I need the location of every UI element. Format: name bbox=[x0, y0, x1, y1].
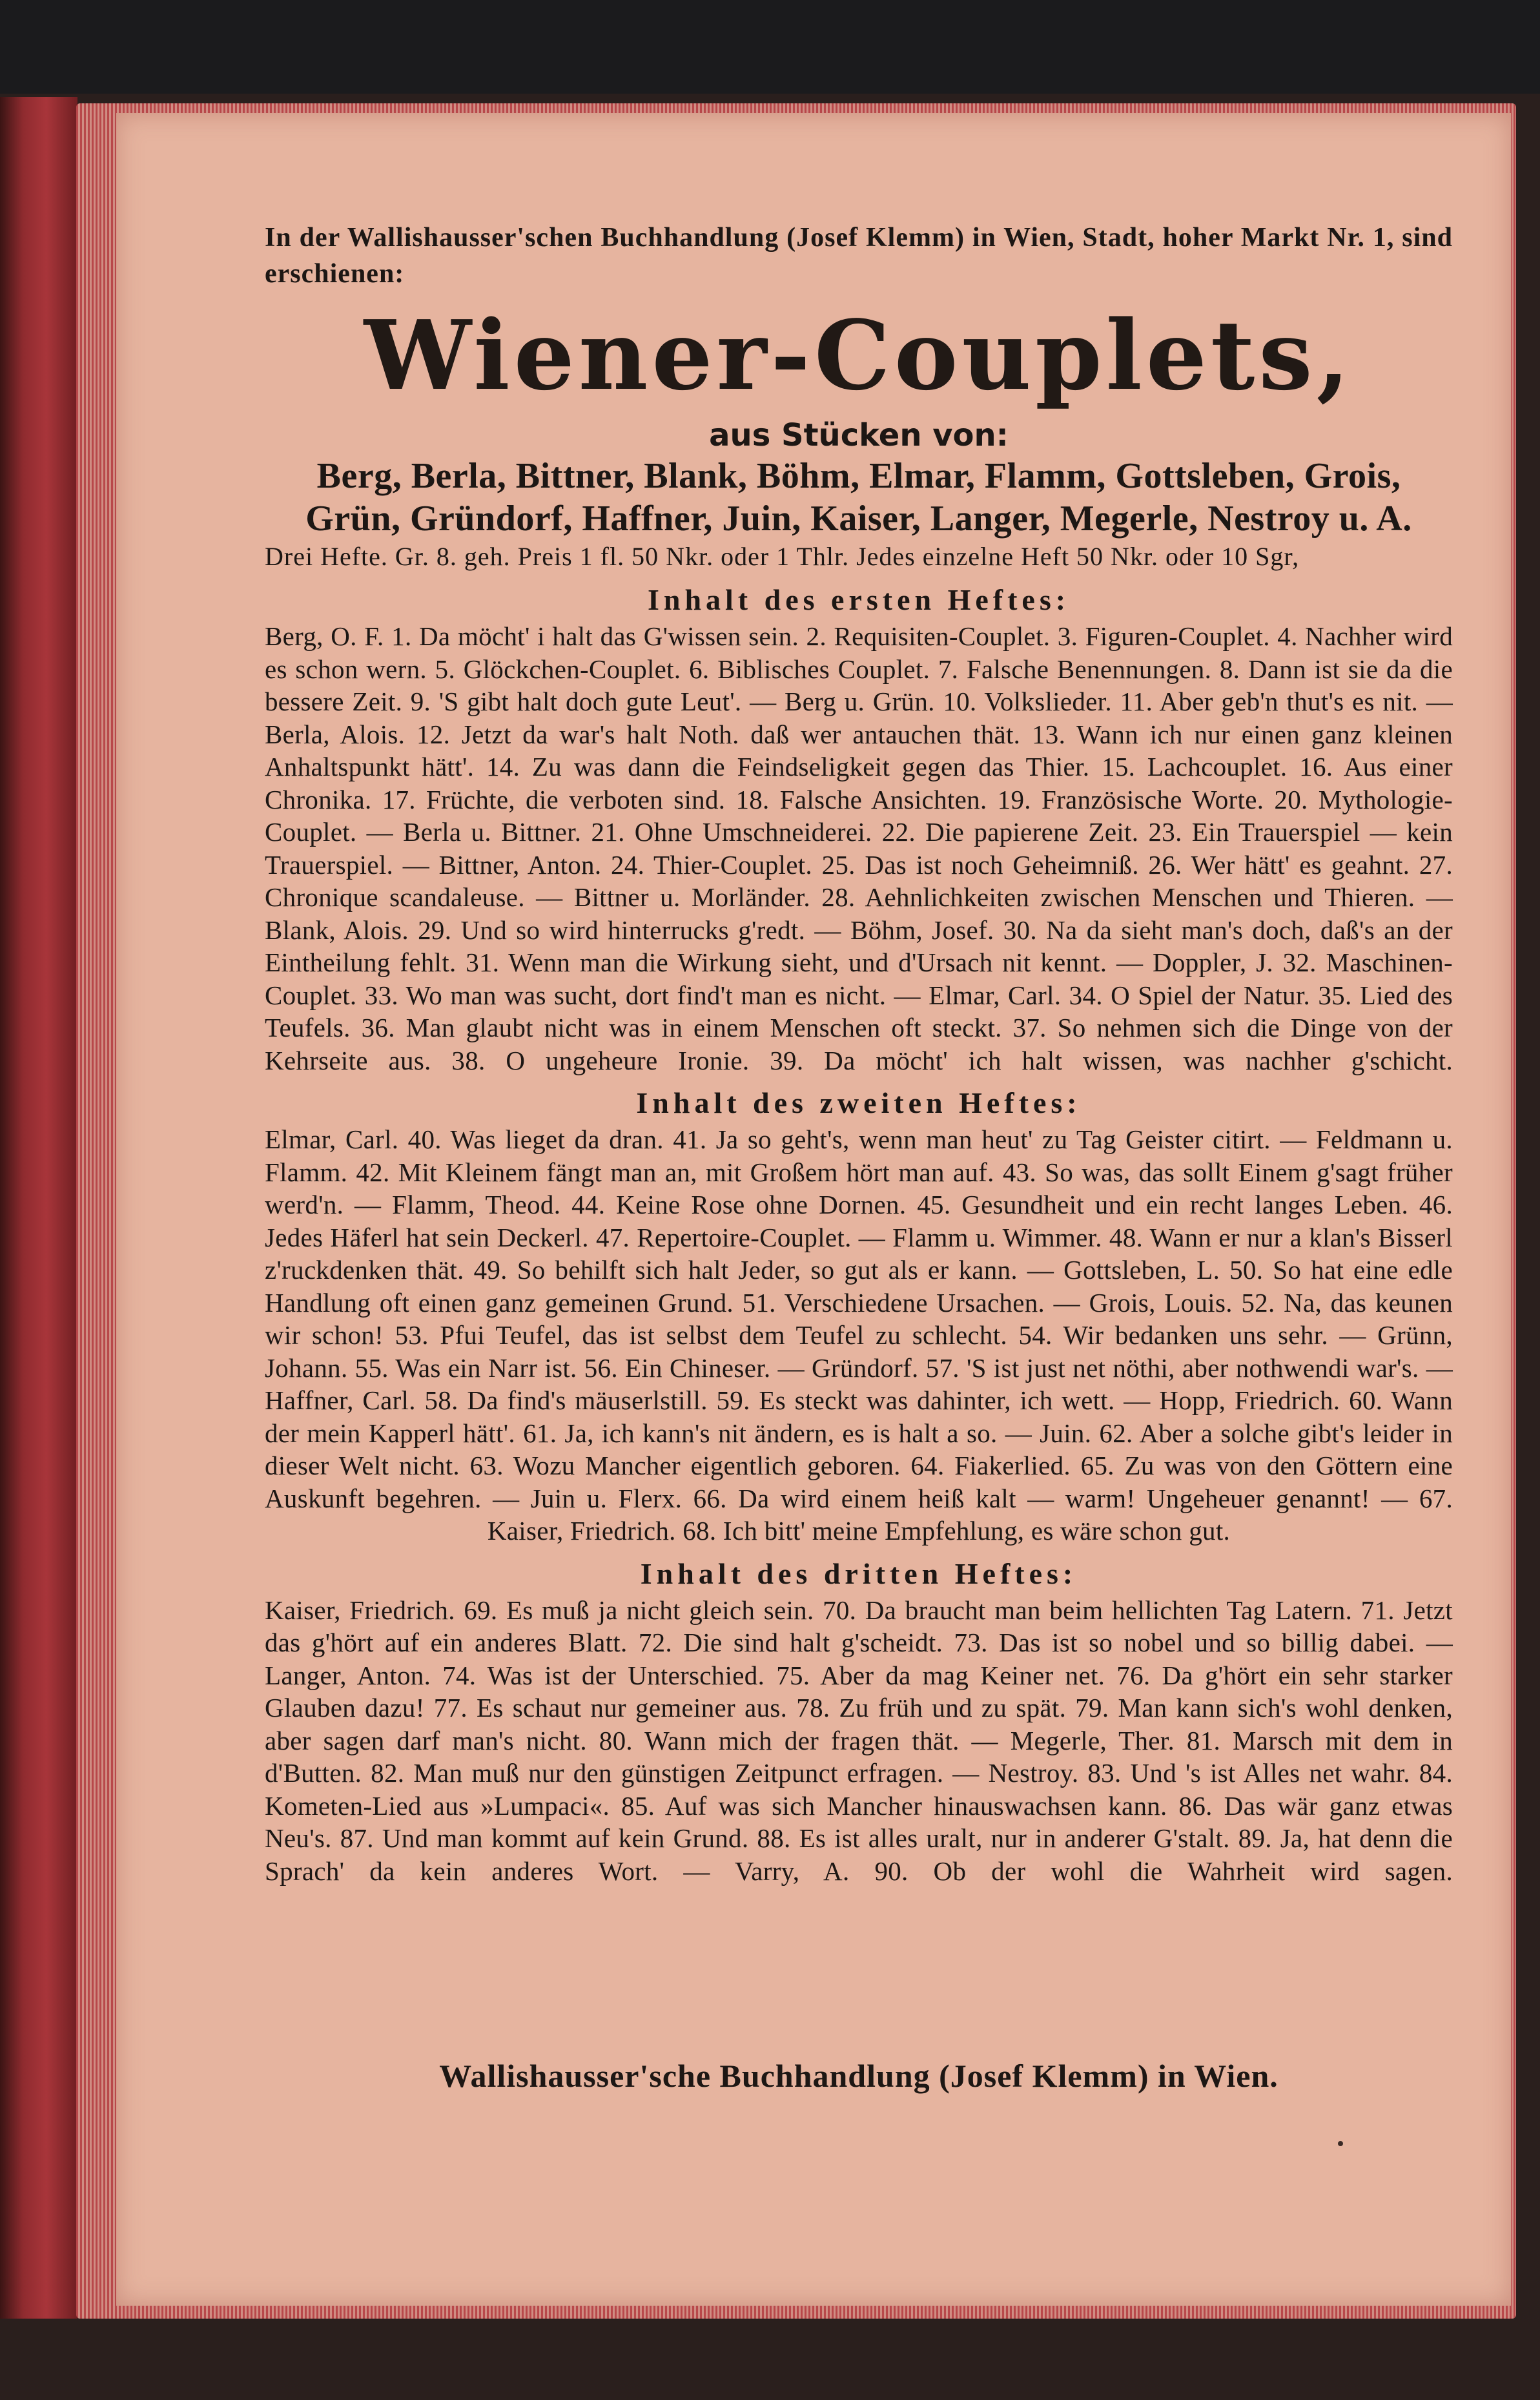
author-list: Berg, Berla, Bittner, Blank, Böhm, Elmar, Flamm, Gottsleben, Grois, Grün, Gründorf, Haffner, Juin, Kaiser, Langer, Megerle, Nestroy u. A. bbox=[305, 456, 1412, 539]
section-contents: Berg, O. F. 1. Da möcht' i halt das G'wissen sein. 2. Requisiten-Couplet. 3. Figuren-Couplet. 4. Nachher wird es schon wern. 5. Glöckchen-Couplet. 6. Biblisches Couplet. 7. Falsche Benennungen. 8. Dann ist sie da die bessere Zeit. 9. 'S gibt halt doch gute Leut'. — Berg u. Grün. 10. Volkslieder. 11. Aber geb'n thut's es nit. — Berla, Alois. 12. Jetzt da war's halt Noth. daß wer antauchen thät. 13. Wann ich nur einen ganz kleinen Anhaltspunkt hätt'. 14. Zu was dann die Feindseligkeit gegen das Thier. 15. Lachcouplet. 16. Aus einer Chronika. 17. Früchte, die verboten sind. 18. Falsche Ansichten. 19. Französische Worte. 20. Mythologie-Couplet. — Berla u. Bittner. 21. Ohne Umschneiderei. 22. Die papierene Zeit. 23. Ein Trauerspiel — kein Trauerspiel. — Bittner, Anton. 24. Thier-Couplet. 25. Das ist noch Geheimniß. 26. Wer hätt' es geahnt. 27. Chronique scandaleuse. — Bittner u. Morländer. 28. Aehnlichkeiten zwischen Menschen und Thieren. — Blank, Alois. 29. Und so wird hinterrucks g'redt. — Böhm, Josef. 30. Na da sieht man's doch, daß's an der Eintheilung fehlt. 31. Wenn man die Wirkung sieht, und d'Ursach nit kennt. — Doppler, J. 32. Maschinen-Couplet. 33. Wo man was sucht, dort find't man es nicht. — Elmar, Carl. 34. O Spiel der Natur. 35. Lied des Teufels. 36. Man glaubt nicht was in einem Menschen oft steckt. 37. So nehmen sich die Dinge von der Kehrseite aus. 38. O ungeheure Ironie. 39. Da möcht' ich halt wissen, was nachher g'schicht. bbox=[265, 621, 1453, 1075]
section-heading: Inhalt des zweiten Heftes: bbox=[636, 1086, 1082, 1119]
ink-speck bbox=[1338, 2141, 1343, 2146]
section-contents: Elmar, Carl. 40. Was lieget da dran. 41. Ja so geht's, wenn man heut' zu Tag Geister citirt. — Feldmann u. Flamm. 42. Mit Kleinem fängt man an, mit Großem hört man auf. 43. So was, das sollt Einem g'sagt früher werd'n. — Flamm, Theod. 44. Keine Rose ohne Dornen. 45. Gesundheit und ein recht langes Leben. 46. Jedes Häferl hat sein Deckerl. 47. Repertoire-Couplet. — Flamm u. Wimmer. 48. Wann er nur a klan's Bisserl z'ruckdenken thät. 49. So behilft sich halt Jeder, so gut als er kann. — Gottsleben, L. 50. So hat eine edle Handlung oft einen ganz gemeinen Grund. 51. Verschiedene Ursachen. — Grois, Louis. 52. Na, das keunen wir schon! 53. Pfui Teufel, das ist selbst dem Teufel zu schlecht. 54. Wir bedanken uns sehr. — Grünn, Johann. 55. Was ein Narr ist. 56. Ein Chineser. — Gründorf. 57. 'S ist just net nöthi, aber nothwendi war's. — Haffner, Carl. 58. Da find's mäuserlstill. 59. Es steckt was dahinter, ich wett. — Hopp, Friedrich. 60. Wann der mein Kapperl hätt'. 61. Ja, ich kann's nit ändern, es is halt a so. — Juin. 62. Aber a solche gibt's leider in dieser Welt nicht. 63. Wozu Mancher eigentlich geboren. 64. Fiakerlied. 65. Zu was von den Göttern eine Auskunft begehren. — Juin u. Flerx. 66. Da wird einem heiß kalt — warm! Ungeheuer genannt! — 67. Kaiser, Friedrich. 68. Ich bitt' meine Empfehlung, es wäre schon gut. bbox=[265, 1124, 1453, 1546]
section-heading: Inhalt des dritten Heftes: bbox=[640, 1557, 1078, 1590]
section-heading: Inhalt des ersten Heftes: bbox=[647, 583, 1071, 616]
section-contents: Kaiser, Friedrich. 69. Es muß ja nicht gleich sein. 70. Da braucht man beim hellichten Tag Latern. 71. Jetzt das g'hört auf ein anderes Blatt. 72. Die sind halt g'scheidt. 73. Das ist so nobel und so billig dabei. — Langer, Anton. 74. Was ist der Unterschied. 75. Aber da mag Keiner net. 76. Da g'hört ein sehr starker Glauben dazu! 77. Es schaut nur gemeiner aus. 78. Zu früh und zu spät. 79. Man kann sich's wohl denken, aber sagen darf man's nicht. 80. Wann mich der fragen thät. — Megerle, Ther. 81. Marsch mit dem in d'Butten. 82. Man muß nur den günstigen Zeitpunct erfragen. — Nestroy. 83. Und 's ist Alles net wahr. 84. Kometen-Lied aus »Lumpaci«. 85. Auf was sich Mancher hinauswachsen kann. 86. Das wär ganz etwas Neu's. 87. Und man kommt auf kein Grund. 88. Es ist alles uralt, nur in anderer G'stalt. 89. Ja, hat denn die Sprach' da kein anderes Wort. — Varry, A. 90. Ob der wohl die Wahrheit wird sagen. bbox=[265, 1595, 1453, 1886]
publisher-footer: Wallishausser'sche Buchhandlung (Josef Klemm) in Wien. bbox=[439, 2058, 1278, 2094]
advertisement-text bbox=[265, 220, 1453, 1887]
intro-line: In der Wallishausser'schen Buchhandlung (Josef Klemm) in Wien, Stadt, hoher Markt Nr. 1, sind erschienen: bbox=[265, 223, 1453, 289]
price-line: Drei Hefte. Gr. 8. geh. Preis 1 fl. 50 Nkr. oder 1 Thlr. Jedes einzelne Heft 50 Nkr. oder 10 Sgr, bbox=[265, 542, 1300, 571]
page-title: Wiener-Couplets, bbox=[364, 299, 1354, 411]
subtitle: aus Stücken von: bbox=[709, 417, 1009, 453]
red-page-edge bbox=[0, 97, 77, 2319]
